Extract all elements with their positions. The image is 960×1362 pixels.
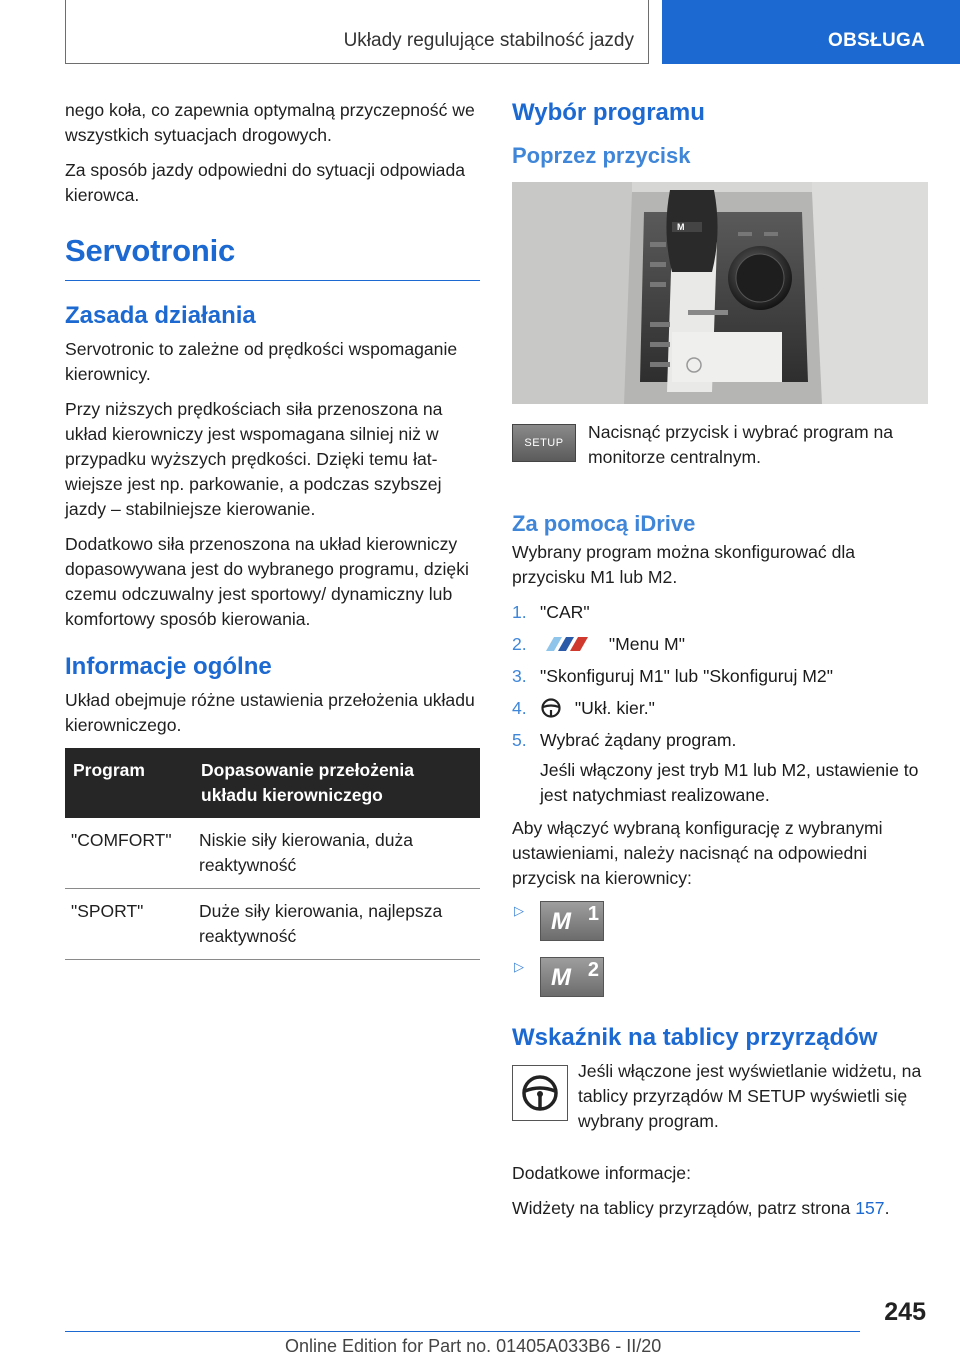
table-cell-desc: Duże siły kierowania, najlepsza reaktywność [193, 889, 480, 960]
table-row [65, 889, 480, 960]
intro-paragraph-1: nego koła, co zapewnia optymalną przyczepność we wszystkich sytuacjach drogowych. [65, 100, 475, 145]
heading-program-select: Wybór programu [512, 99, 705, 126]
indicator-info [512, 1059, 928, 1149]
table-cell-program: "COMFORT" [65, 818, 193, 889]
heading-general-info: Informacje ogólne [65, 653, 272, 680]
table-header-program: Program [65, 748, 193, 818]
step-text: "CAR" [540, 602, 590, 622]
step-number: 1. [512, 602, 527, 622]
step-text: "Skonfiguruj M1" lub "Skonfiguruj M2" [540, 666, 833, 686]
setup-text: Nacisnąć przycisk i wybrać program na monitorze centralnym. [588, 422, 894, 467]
bullet-triangle-icon: ▷ [514, 903, 524, 918]
center-console-illustration [512, 182, 928, 404]
table-row [65, 818, 480, 889]
steering-wheel-icon [540, 698, 562, 718]
page-number: 245 [884, 1298, 926, 1326]
m1-letter: M [551, 908, 571, 935]
more-info-text [512, 1196, 928, 1221]
bullet-triangle-icon: ▷ [514, 959, 524, 974]
indicator-text: Jeśli włączone jest wyświetlanie widżetu, na tablicy przyrządów M SETUP wyświetli się wybrany program. [578, 1061, 922, 1131]
more-info-label: Dodatkowe informacje: [512, 1163, 691, 1183]
step-text: "Ukł. kier." [574, 698, 655, 718]
header-chapter-tab [662, 0, 960, 64]
header-section-title: Układy regulujące stabilność jazdy [343, 30, 634, 51]
list-item [512, 632, 928, 657]
activate-paragraph: Aby włączyć wybraną konfigurację z wybranymi ustawieniami, należy nacisnąć na odpowiedni przycisk na kierownicy: [512, 818, 883, 888]
list-item [512, 696, 928, 721]
step-text: "Menu M" [608, 634, 685, 654]
heading-via-button: Poprzez przycisk [512, 143, 691, 168]
table-header-adjustment: Dopasowanie przełożenia układu kierowniczego [193, 748, 480, 818]
table-cell-desc: Niskie siły kierowania, duża reaktywność [193, 818, 480, 889]
page-link-157[interactable]: 157 [855, 1198, 885, 1218]
step-number: 2. [512, 634, 527, 654]
m2-button-row [512, 957, 928, 1009]
intro-paragraph-2: Za sposób jazdy odpowiedni do sytuacji odpowiada kierowca. [65, 160, 466, 205]
footer-edition: Online Edition for Part no. 01405A033B6 - II/20 [285, 1336, 662, 1356]
general-paragraph: Układ obejmuje różne ustawienia przełożenia układu kierowniczego. [65, 690, 475, 735]
steering-wheel-icon [512, 1065, 568, 1121]
more-info-suffix: . [884, 1198, 890, 1218]
idrive-steps [512, 600, 928, 753]
step-number: 3. [512, 666, 527, 686]
footer-divider [65, 1331, 860, 1332]
step-number: 4. [512, 698, 527, 718]
list-item [512, 600, 928, 625]
step-text: Wybrać żądany program. [540, 730, 737, 750]
m1-index: 1 [587, 903, 599, 925]
m2-index: 2 [587, 959, 599, 981]
left-column [65, 98, 480, 960]
setup-button-icon: SETUP [512, 424, 576, 462]
principle-paragraph-3: Dodatkowo siła przenoszona na układ kierowniczy dopasowywana jest do wybranego programu, dzięki czemu odczuwalny jest sportowy/ dynamiczny lub komfortowy sposób kierowania. [65, 534, 469, 629]
heading-principle: Zasada działania [65, 302, 256, 329]
list-item [512, 728, 928, 753]
list-item [512, 664, 928, 689]
m1-button-icon [540, 901, 604, 941]
more-info-prefix: Widżety na tablicy przyrządów, patrz strona [512, 1198, 856, 1218]
svg-text:M: M [677, 222, 685, 232]
heading-via-idrive: Za pomocą iDrive [512, 511, 696, 536]
m2-button-icon [540, 957, 604, 997]
center-console-photo [512, 182, 928, 404]
m2-letter: M [551, 964, 571, 991]
m-stripes-icon [540, 635, 592, 653]
table-cell-program: "SPORT" [65, 889, 193, 960]
step5-note: Jeśli włączony jest tryb M1 lub M2, ustawienie to jest natychmiast realizowane. [540, 760, 919, 805]
right-column [512, 98, 928, 1231]
idrive-paragraph: Wybrany program można skonfigurować dla przycisku M1 lub M2. [512, 542, 856, 587]
principle-paragraph-2: Przy niższych prędkościach siła przenoszona na układ kierowniczy jest wspomagana silniej niż w przypadku wyższych prędkości. Dzięki temu łatwiejsze jest np. parkowanie, a podczas szybszej jazdy – stabilniejsze kierowanie. [65, 399, 443, 519]
table-header-row [65, 748, 480, 818]
header-chapter-label: OBSŁUGA [828, 30, 926, 51]
step-number: 5. [512, 730, 527, 750]
steering-program-table [65, 748, 480, 960]
heading-servotronic: Servotronic [65, 232, 480, 281]
header-section-box [65, 0, 649, 64]
heading-instrument-indicator: Wskaźnik na tablicy przyrządów [512, 1024, 878, 1051]
principle-paragraph-1: Servotronic to zależne od prędkości wspomaganie kierownicy. [65, 339, 458, 384]
setup-instruction [512, 420, 928, 490]
m1-button-row [512, 901, 928, 953]
